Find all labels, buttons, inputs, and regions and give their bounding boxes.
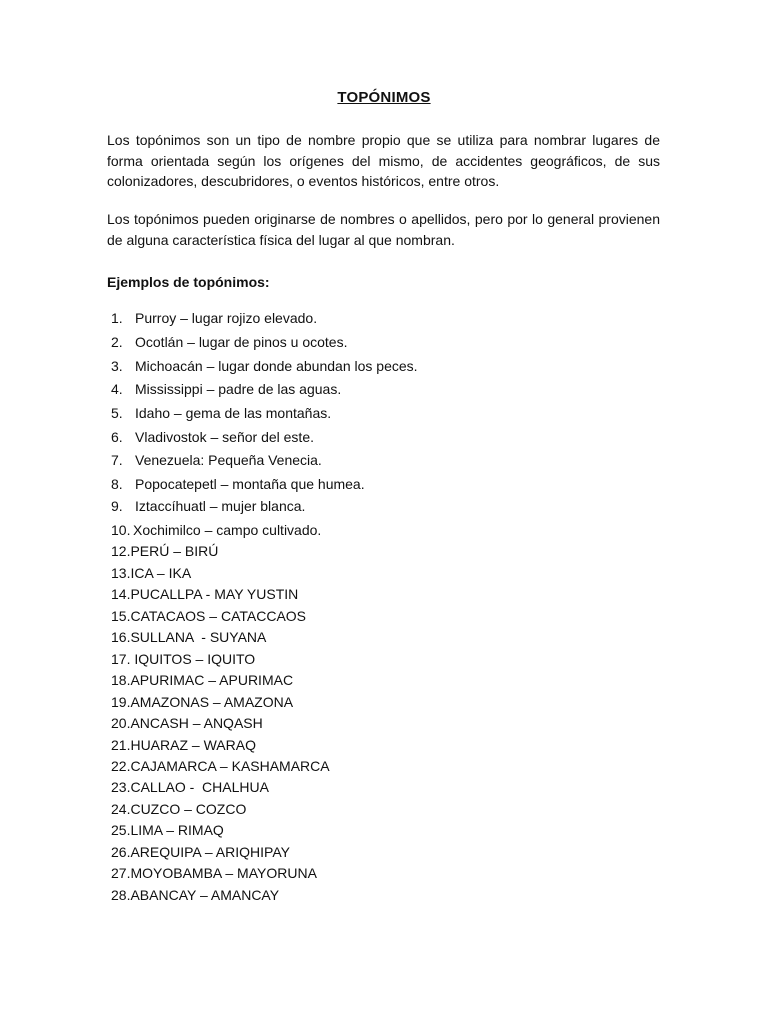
list-item: 28.ABANCAY – AMANCAY — [111, 887, 280, 903]
list-item: 21.HUARAZ – WARAQ — [111, 737, 256, 753]
list-item: 15.CATACAOS – CATACCAOS — [111, 608, 307, 624]
list-item-number: 9. — [111, 498, 123, 514]
list-item: 16.SULLANA - SUYANA — [111, 629, 267, 645]
list-item-text: Ocotlán – lugar de pinos u ocotes. — [135, 334, 348, 350]
list-item — [111, 497, 305, 515]
origin-paragraph: Los topónimos pueden originarse de nombres o apellidos, pero por lo general provienen de alguna característica física del lugar al que nombran. — [107, 211, 660, 248]
list-item: 25.LIMA – RIMAQ — [111, 822, 224, 838]
list-item — [111, 333, 347, 351]
list-item-number: 10. — [111, 522, 131, 538]
list-item: 23.CALLAO - CHALHUA — [111, 779, 269, 795]
list-item — [111, 521, 321, 539]
list-item: 17. IQUITOS – IQUITO — [111, 651, 256, 667]
list-item-number: 7. — [111, 452, 123, 468]
list-item: 22.CAJAMARCA – KASHAMARCA — [111, 758, 330, 774]
list-item-text: Mississippi – padre de las aguas. — [135, 381, 342, 397]
list-item — [111, 380, 341, 398]
list-item-number: 4. — [111, 381, 123, 397]
list-item: 12.PERÚ – BIRÚ — [111, 543, 219, 559]
list-item-number: 3. — [111, 358, 123, 374]
list-item: 26.AREQUIPA – ARIQHIPAY — [111, 844, 290, 860]
list-item-text: Vladivostok – señor del este. — [135, 429, 314, 445]
list-item — [111, 475, 365, 493]
list-item-number: 6. — [111, 429, 123, 445]
list-item-text: Purroy – lugar rojizo elevado. — [135, 310, 318, 326]
list-item-number: 1. — [111, 310, 123, 326]
list-item: 27.MOYOBAMBA – MAYORUNA — [111, 865, 317, 881]
list-item-text: Iztaccíhuatl – mujer blanca. — [135, 498, 306, 514]
intro-paragraph: Los topónimos son un tipo de nombre propio que se utiliza para nombrar lugares de forma orientada según los orígenes del mismo, de accidentes geográficos, de sus colonizadores, descubridores, o eventos históricos, entre otros. — [107, 132, 660, 189]
list-item — [111, 404, 331, 422]
list-item: 13.ICA – IKA — [111, 565, 192, 581]
examples-heading: Ejemplos de topónimos: — [107, 274, 270, 290]
list-item: 19.AMAZONAS – AMAZONA — [111, 694, 294, 710]
page-title: TOPÓNIMOS — [337, 89, 431, 106]
list-item: 20.ANCASH – ANQASH — [111, 715, 263, 731]
list-item-text: Idaho – gema de las montañas. — [135, 405, 332, 421]
list-item-number: 5. — [111, 405, 123, 421]
list-item: 24.CUZCO – COZCO — [111, 801, 247, 817]
list-item-text: Venezuela: Pequeña Venecia. — [135, 452, 322, 468]
list-item — [111, 451, 322, 469]
list-item-number: 2. — [111, 334, 123, 350]
list-item — [111, 357, 418, 375]
list-item-text: Popocatepetl – montaña que humea. — [135, 476, 365, 492]
list-item: 14.PUCALLPA - MAY YUSTIN — [111, 586, 299, 602]
list-item — [111, 428, 314, 446]
list-item-number: 8. — [111, 476, 123, 492]
list-item-text: Michoacán – lugar donde abundan los peces. — [135, 358, 418, 374]
list-item: 18.APURIMAC – APURIMAC — [111, 672, 294, 688]
list-item — [111, 309, 317, 327]
list-item-text: Xochimilco – campo cultivado. — [133, 522, 322, 538]
